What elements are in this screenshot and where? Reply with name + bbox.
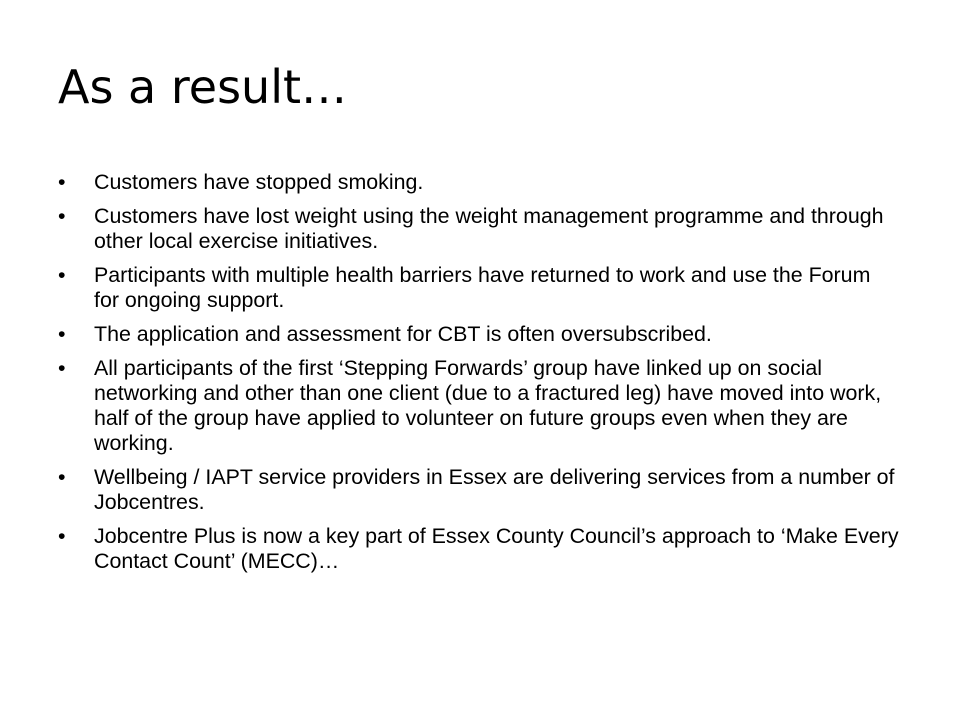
- list-item: [58, 465, 900, 515]
- bullet-text: Jobcentre Plus is now a key part of Essex County Council’s approach to ‘Make Every Contact Count’ (MECC)…: [94, 524, 899, 573]
- bullet-list: [58, 170, 900, 583]
- bullet-marker-icon: •: [58, 356, 66, 380]
- list-item: [58, 356, 900, 456]
- list-item: [58, 170, 900, 195]
- bullet-text: Customers have stopped smoking.: [94, 170, 424, 194]
- list-item: [58, 204, 900, 254]
- bullet-marker-icon: •: [58, 263, 66, 287]
- bullet-text: The application and assessment for CBT is often oversubscribed.: [94, 322, 712, 346]
- list-item: [58, 524, 900, 574]
- bullet-text: Customers have lost weight using the weight management programme and through other local exercise initiatives.: [94, 204, 884, 253]
- bullet-marker-icon: •: [58, 465, 66, 489]
- bullet-text: All participants of the first ‘Stepping Forwards’ group have linked up on social networking and other than one client (due to a fractured leg) have moved into work, half of the group have applied to volunteer on future groups even when they are working.: [94, 356, 882, 455]
- bullet-text: Participants with multiple health barriers have returned to work and use the Forum for ongoing support.: [94, 263, 871, 312]
- list-item: [58, 263, 900, 313]
- bullet-marker-icon: •: [58, 204, 66, 228]
- slide-title: As a result…: [58, 60, 348, 114]
- bullet-text: Wellbeing / IAPT service providers in Essex are delivering services from a number of Jobcentres.: [94, 465, 895, 514]
- bullet-marker-icon: •: [58, 524, 66, 548]
- list-item: [58, 322, 900, 347]
- bullet-marker-icon: •: [58, 170, 66, 194]
- bullet-marker-icon: •: [58, 322, 66, 346]
